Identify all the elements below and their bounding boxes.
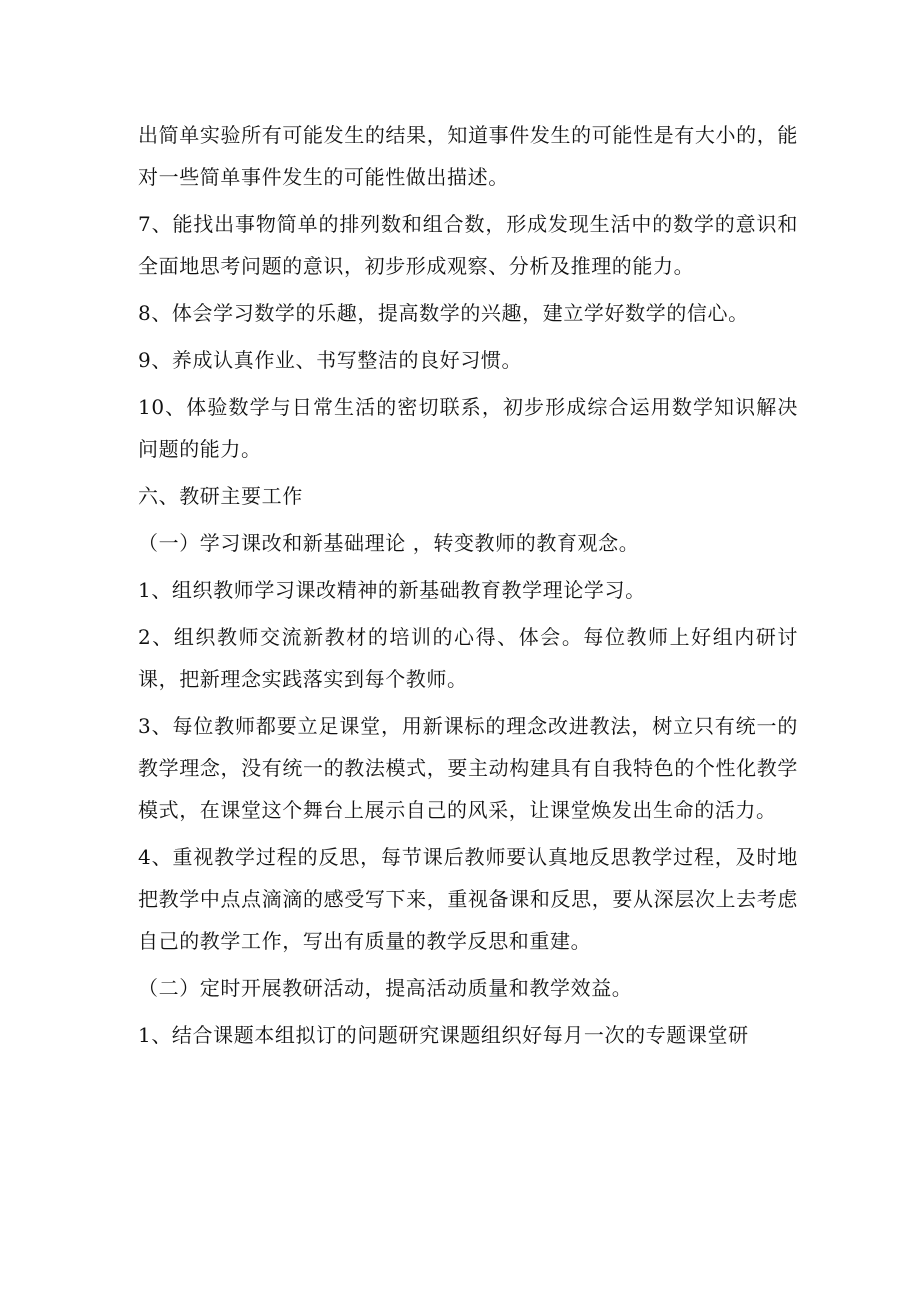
paragraph-item-7: 7、能找出事物简单的排列数和组合数，形成发现生活中的数学的意识和全面地思考问题的意识，初步形成观察、分析及推理的能力。: [138, 212, 798, 278]
document-body: [138, 114, 798, 1056]
paragraph-research-4: 4、重视教学过程的反思，每节课后教师要认真地反思教学过程，及时地把教学中点点滴滴的感受写下来，重视备课和反思，要从深层次上去考虑自己的教学工作，写出有质量的教学反思和重建。: [138, 845, 798, 953]
subheading-one: （一）学习课改和新基础理论 ，转变教师的教育观念。: [138, 531, 640, 555]
paragraph-activity-1: 1、结合课题本组拟订的问题研究课题组织好每月一次的专题课堂研: [138, 1023, 749, 1047]
paragraph-item-8: 8、体会学习数学的乐趣，提高数学的兴趣，建立学好数学的信心。: [138, 301, 749, 325]
paragraph-research-3: 3、每位教师都要立足课堂，用新课标的理念改进教法，树立只有统一的教学理念，没有统一的教法模式，要主动构建具有自我特色的个性化教学模式，在课堂这个舞台上展示自己的风采，让课堂焕发出生命的活力。: [138, 714, 798, 822]
paragraph-probability-description: 出简单实验所有可能发生的结果，知道事件发生的可能性是有大小的，能对一些简单事件发生的可能性做出描述。: [138, 123, 798, 189]
paragraph-item-9: 9、养成认真作业、书写整洁的良好习惯。: [138, 348, 523, 372]
paragraph-research-1: 1、组织教师学习课改精神的新基础教育教学理论学习。: [138, 578, 646, 602]
paragraph-item-10: 10、体验数学与日常生活的密切联系，初步形成综合运用数学知识解决问题的能力。: [138, 395, 798, 461]
paragraph-research-2: 2、组织教师交流新教材的培训的心得、体会。每位教师上好组内研讨课，把新理念实践落实到每个教师。: [138, 625, 798, 691]
section-heading-teaching-research: 六、教研主要工作: [138, 484, 303, 508]
subheading-two: （二）定时开展教研活动，提高活动质量和教学效益。: [138, 976, 633, 1000]
